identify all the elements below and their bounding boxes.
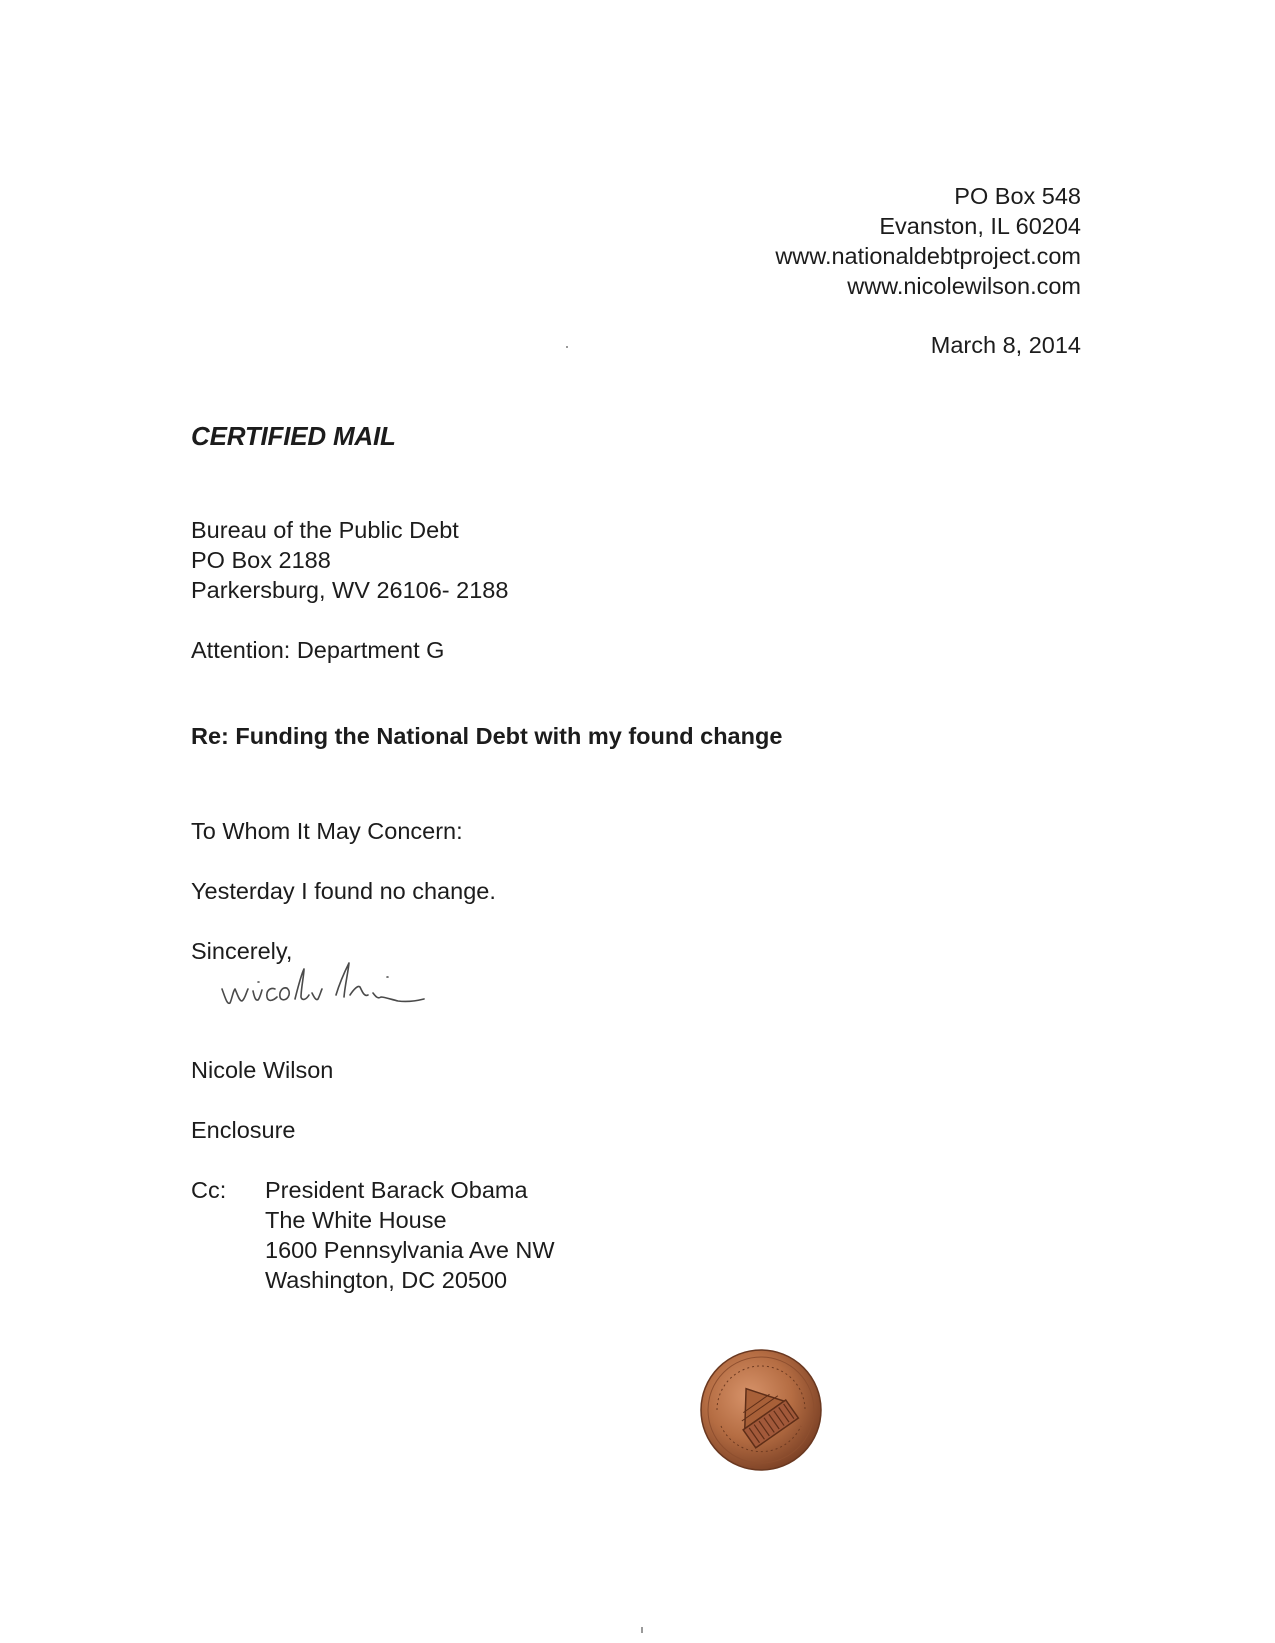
recipient-address-line: PO Box 2188	[191, 547, 331, 573]
one-cent-coin-icon	[697, 1346, 825, 1474]
signer-name: Nicole Wilson	[191, 1057, 334, 1083]
enclosure-note: Enclosure	[191, 1117, 296, 1143]
cc-address-line: The White House	[265, 1207, 447, 1233]
letter-body: Yesterday I found no change.	[191, 878, 496, 904]
closing: Sincerely,	[191, 938, 293, 964]
salutation: To Whom It May Concern:	[191, 818, 463, 844]
subject-line: Re: Funding the National Debt with my found change	[191, 723, 783, 749]
cc-address-line: President Barack Obama	[265, 1177, 528, 1203]
letter-date: March 8, 2014	[930, 332, 1081, 358]
recipient-address-line: Bureau of the Public Debt	[191, 517, 459, 543]
attention-line: Attention: Department G	[191, 637, 445, 663]
recipient-address-line: Parkersburg, WV 26106- 2188	[191, 577, 509, 603]
sender-address-line: PO Box 548	[954, 183, 1081, 209]
signature-image	[218, 955, 448, 1017]
sender-website-link: www.nationaldebtproject.com	[775, 243, 1081, 269]
cc-address-line: Washington, DC 20500	[265, 1267, 508, 1293]
cc-address-line: 1600 Pennsylvania Ave NW	[265, 1237, 555, 1263]
cc-label: Cc:	[191, 1177, 227, 1203]
cc-address	[265, 1175, 555, 1295]
scan-speck	[566, 346, 568, 348]
scan-speck	[641, 1627, 643, 1633]
sender-website-link: www.nicolewilson.com	[847, 273, 1081, 299]
certified-mail-heading: CERTIFIED MAIL	[191, 421, 396, 451]
sender-address-line: Evanston, IL 60204	[879, 213, 1081, 239]
